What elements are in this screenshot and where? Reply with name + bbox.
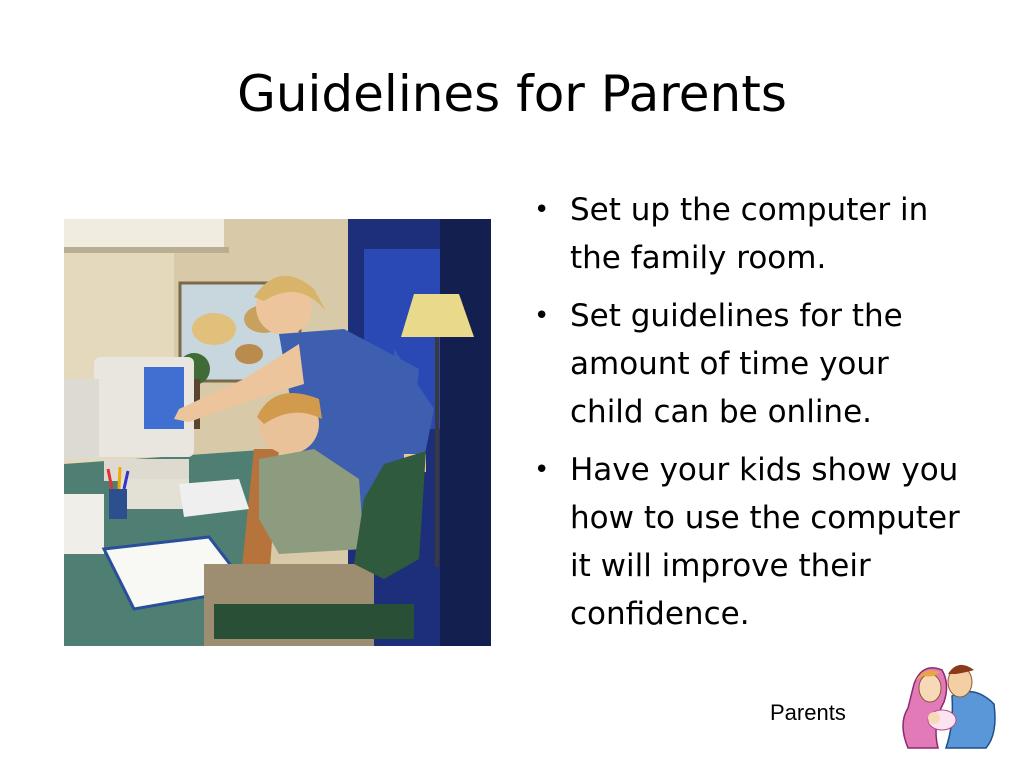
- bullet-marker: •: [534, 301, 550, 331]
- parent-child-computer-photo: [64, 219, 491, 646]
- bullet-item: [528, 186, 968, 282]
- bullet-marker: •: [534, 455, 550, 485]
- parents-logo: [894, 654, 1000, 754]
- bullet-text: Set guidelines for the amount of time your child can be online.: [570, 298, 903, 430]
- bullet-text: Set up the computer in the family room.: [570, 192, 929, 276]
- bullet-item: [528, 446, 968, 638]
- bullet-text: Have your kids show you how to use the computer it will improve their confidence.: [570, 452, 960, 632]
- bullet-marker: •: [534, 195, 550, 225]
- bullet-item: [528, 292, 968, 436]
- caption-text: Parents: [770, 700, 846, 725]
- page-title: Guidelines for Parents: [237, 65, 787, 123]
- bullet-list: [528, 186, 968, 648]
